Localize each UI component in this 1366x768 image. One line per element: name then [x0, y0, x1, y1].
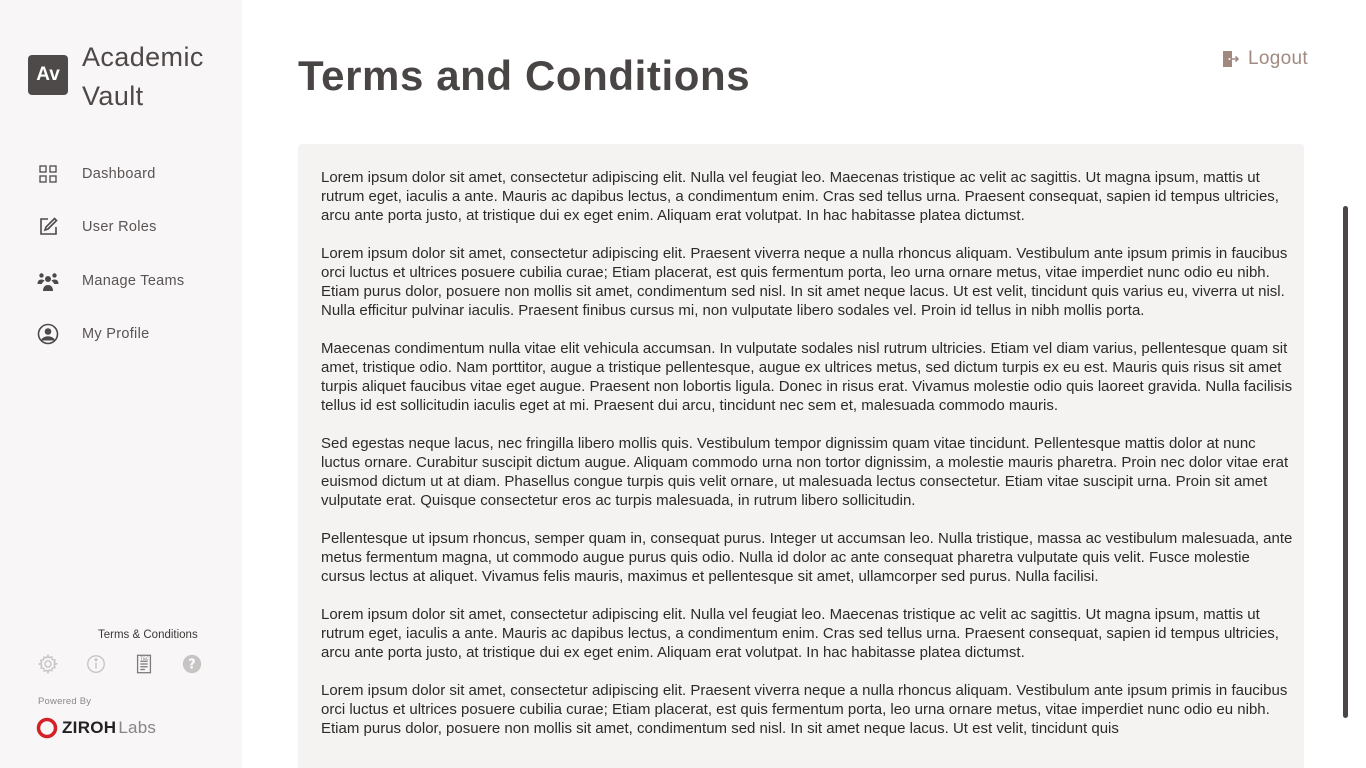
footer-icon-row	[36, 652, 228, 676]
terms-paragraph: Pellentesque ut ipsum rhoncus, semper quam in, consequat purus. Integer ut accumsan leo. Nulla tristique, massa ac vestibulum malesuada, ante metus fermentum magna, ut commodo augue purus quis odio. Nulla id dolor ac ante consequat pharetra vulputate quis velit. Fusce molestie cursus lectus at aliquet. Vivamus felis mauris, maximus et pellentesque sit amet, ullamcorper sed purus. Nulla facilisi.	[321, 530, 1293, 585]
logout-label: Logout	[1248, 48, 1308, 69]
ziroh-ring-icon	[36, 717, 58, 739]
sidebar-item-label: My Profile	[82, 326, 150, 343]
sidebar-item-user-roles[interactable]	[0, 201, 242, 255]
scrollbar-thumb[interactable]	[1343, 206, 1348, 718]
logout-button[interactable]	[1221, 48, 1308, 70]
powered-by-label: Powered By	[38, 696, 92, 707]
terms-paragraph: Lorem ipsum dolor sit amet, consectetur adipiscing elit. Praesent viverra neque a nulla rhoncus aliquam. Vestibulum ante ipsum primis in faucibus orci luctus et ultrices posuere cubilia curae; Etiam placerat, est quis fermentum porta, leo urna ornare metus, vitae imperdiet nunc odio eu nibh. Etiam purus dolor, posuere non mollis sit amet, condimentum sed nisl. In sit amet neque lacus. Ut est velit, tincidunt quis varius eu, viverra ut nisl. Nulla efficitur pulvinar iaculis. Praesent finibus cursus mi, non vulputate libero sodales vel. Proin id tellus in nibh mollis porta.	[321, 245, 1288, 319]
settings-gear-icon[interactable]	[36, 652, 60, 676]
logout-door-icon	[1221, 50, 1239, 68]
brand[interactable]	[28, 38, 232, 116]
user-circle-icon	[37, 323, 59, 345]
sidebar-item-label: Manage Teams	[82, 272, 185, 289]
terms-conditions-link[interactable]: Terms & Conditions	[98, 629, 198, 641]
edit-square-icon	[37, 216, 59, 238]
sidebar-item-manage-teams[interactable]	[0, 254, 242, 308]
company-name: ZIROH	[62, 718, 117, 737]
info-icon[interactable]	[84, 652, 108, 676]
ziroh-labs-logo	[36, 717, 156, 739]
sidebar-item-label: Dashboard	[82, 165, 156, 182]
brand-name: Academic Vault	[82, 42, 204, 111]
svg-text:?: ?	[188, 657, 196, 673]
team-icon	[37, 270, 59, 292]
terms-paragraph: Lorem ipsum dolor sit amet, consectetur adipiscing elit. Praesent viverra neque a nulla rhoncus aliquam. Vestibulum ante ipsum primis in faucibus orci luctus et ultrices posuere cubilia curae; Etiam placerat, est quis fermentum porta, leo urna ornare metus, vitae imperdiet nunc odio eu nibh. Etiam purus dolor, posuere non mollis sit amet, condimentum sed nisl. In sit amet neque lacus. Ut est velit, tincidunt quis	[321, 682, 1288, 737]
terms-paragraph: Lorem ipsum dolor sit amet, consectetur adipiscing elit. Nulla vel feugiat leo. Maecenas tristique ac velit ac sagittis. Ut magna ipsum, mattis ut rutrum eget, iaculis a ante. Mauris ac dapibus lectus, a condimentum enim. Cras sed tellus urna. Praesent consequat, sapien id tempus ultricies, arcu ante porta justo, at tristique dui ex eget enim. Aliquam erat volutpat. In hac habitasse platea dictumst.	[321, 606, 1279, 661]
terms-document-icon[interactable]	[132, 652, 156, 676]
dashboard-grid-icon	[37, 163, 59, 185]
terms-paragraph: Lorem ipsum dolor sit amet, consectetur adipiscing elit. Nulla vel feugiat leo. Maecenas tristique ac velit ac sagittis. Ut magna ipsum, mattis ut rutrum eget, iaculis a ante. Mauris ac dapibus lectus, a condimentum enim. Cras sed tellus urna. Praesent consequat, sapien id tempus ultricies, arcu ante porta justo, at tristique dui ex eget enim. Aliquam erat volutpat. In hac habitasse platea dictumst.	[321, 169, 1279, 224]
page-title: Terms and Conditions	[298, 52, 751, 99]
svg-text:T&C: T&C	[140, 655, 149, 661]
terms-content-panel[interactable]	[298, 144, 1304, 768]
sidebar-item-my-profile[interactable]	[0, 308, 242, 362]
sidebar-nav	[0, 147, 242, 361]
help-question-icon[interactable]	[180, 652, 204, 676]
sidebar	[0, 0, 242, 768]
brand-logo: Av	[28, 55, 68, 95]
terms-paragraph: Maecenas condimentum nulla vitae elit vehicula accumsan. In vulputate sodales nisl rutrum ultricies. Etiam vel diam varius, pellentesque quam sit amet, tristique odio. Nam porttitor, augue a tristique pellentesque, augue ex ultrices metus, sed dictum turpis ex eu est. Mauris quis risus sit amet turpis aliquet faucibus vitae eget augue. Praesent non lobortis ligula. Donec in risus erat. Vivamus molestie odio quis laoreet gravida. Nulla facilisis tellus id est sollicitudin iaculis eget at mi. Praesent dui arcu, tincidunt nec sem et, malesuada commodo mauris.	[321, 340, 1293, 414]
sidebar-item-label: User Roles	[82, 219, 157, 236]
company-suffix: Labs	[118, 718, 157, 737]
terms-paragraph: Sed egestas neque lacus, nec fringilla libero mollis quis. Vestibulum tempor dignissim quam vitae tincidunt. Pellentesque mattis dolor at nunc luctus ornare. Curabitur suscipit dictum augue. Aliquam commodo urna non tortor dignissim, a molestie mauris pharetra. Proin nec dolor vitae erat euismod dictum ut at diam. Phasellus congue turpis quis velit ornare, ut malesuada lectus consectetur. Etiam vitae suscipit urna. Proin sit amet vulputate erat. Quisque consectetur eros ac turpis malesuada, in rutrum libero sollicitudin.	[321, 435, 1289, 509]
sidebar-item-dashboard[interactable]	[0, 147, 242, 201]
